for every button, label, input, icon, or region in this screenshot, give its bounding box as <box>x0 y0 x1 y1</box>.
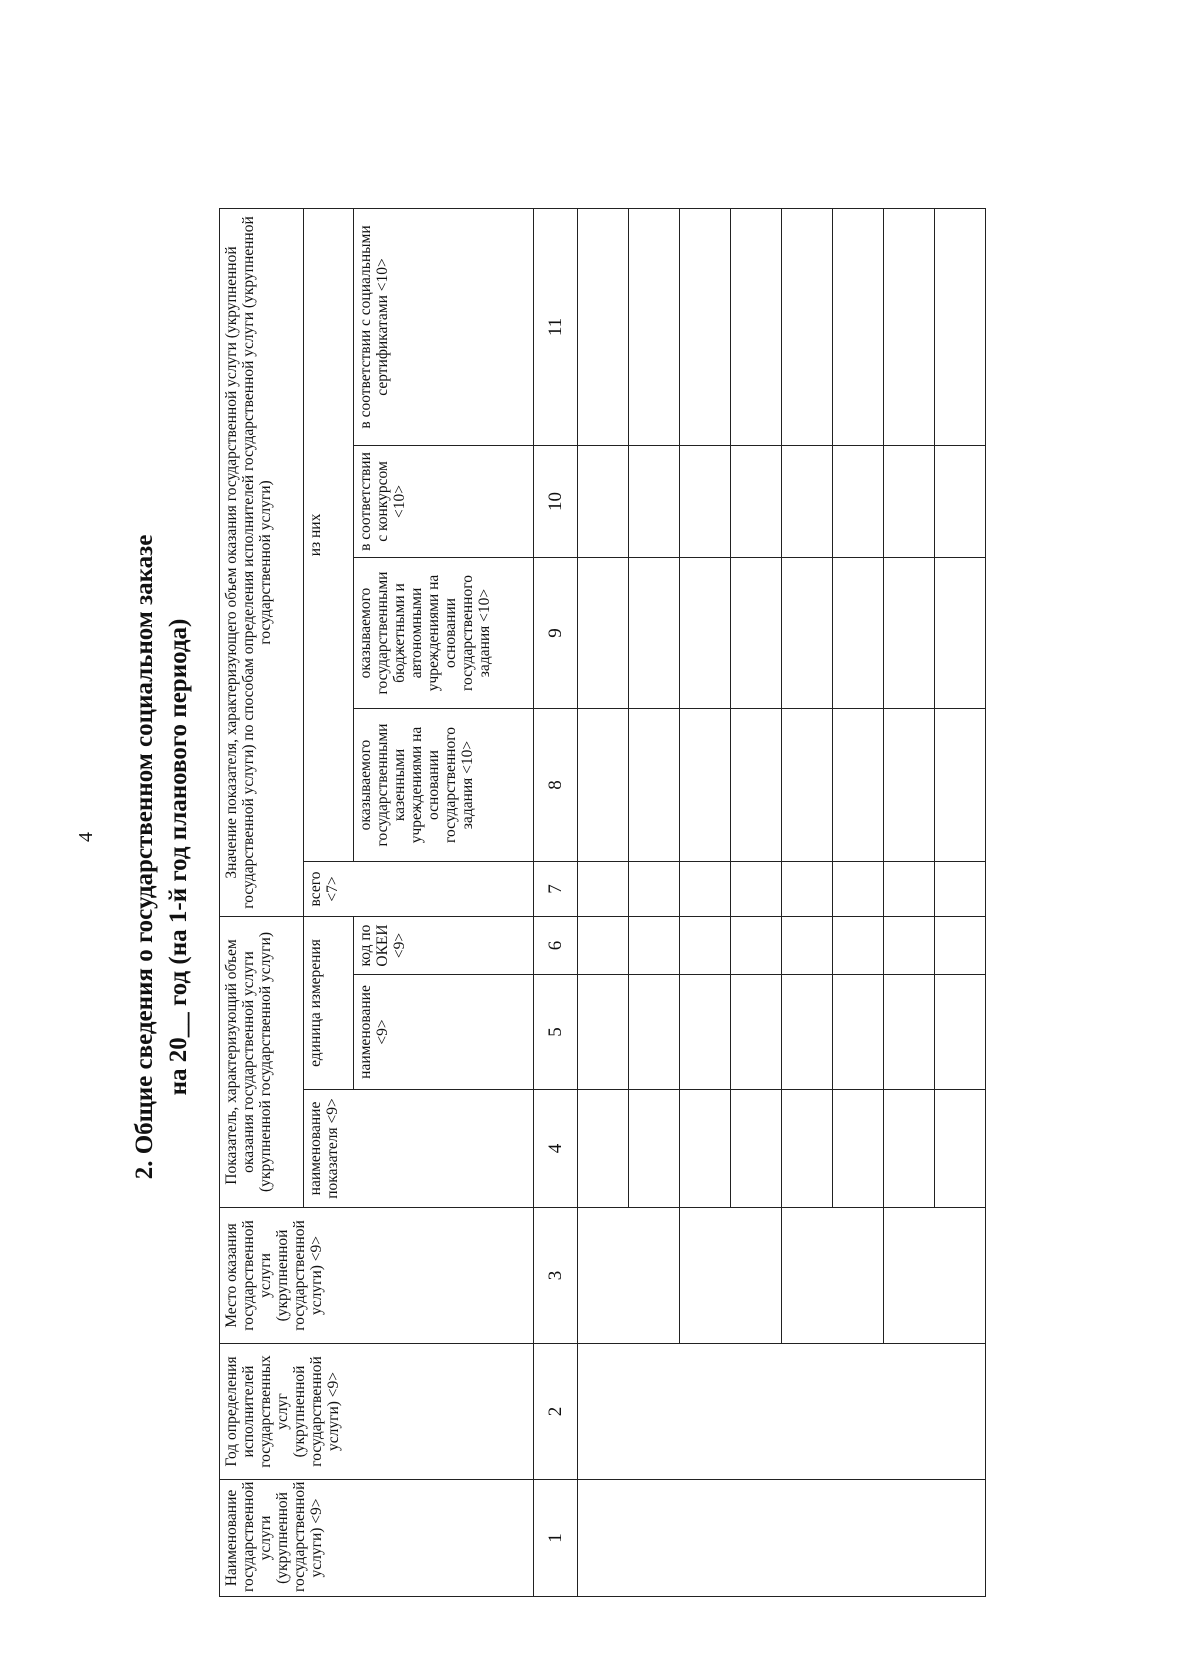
header-certificates: в соответствии с социальными сертификатами <10> <box>354 208 534 445</box>
column-numbers-row <box>534 208 578 1596</box>
cell <box>731 558 782 709</box>
column-number: 9 <box>534 558 578 709</box>
header-contest: в соответствии с конкурсом <10> <box>354 446 534 558</box>
cell <box>629 975 680 1090</box>
cell <box>680 709 731 862</box>
cell <box>629 208 680 445</box>
column-number: 7 <box>534 862 578 917</box>
cell <box>578 709 629 862</box>
cell-indicator <box>629 1090 680 1208</box>
cell <box>680 208 731 445</box>
cell-indicator <box>935 1090 986 1208</box>
cell <box>629 917 680 975</box>
cell <box>629 446 680 558</box>
header-total: всего <7> <box>304 862 534 917</box>
header-budget: оказываемого государственными бюджетными и автономными учреждениями на основании государственного задания <10> <box>354 558 534 709</box>
cell <box>833 975 884 1090</box>
cell-year <box>578 1344 986 1480</box>
column-number: 4 <box>534 1090 578 1208</box>
column-number: 2 <box>534 1344 578 1480</box>
cell-place <box>884 1208 986 1344</box>
cell <box>935 446 986 558</box>
cell <box>578 558 629 709</box>
cell <box>782 208 833 445</box>
cell <box>935 208 986 445</box>
cell <box>935 709 986 862</box>
column-number: 8 <box>534 709 578 862</box>
header-value-group: Значение показателя, характеризующего объем оказания государственной услуги (укрупненной государственной услуги) по способам определения исполнителей государственной услуги (укрупненной государственной услуги) <box>220 208 304 916</box>
cell <box>680 975 731 1090</box>
header-place: Место оказания государственной услуги (укрупненной государственной услуги) <9> <box>220 1208 534 1344</box>
page-number: 4 <box>75 832 97 842</box>
cell <box>833 446 884 558</box>
header-of-them: из них <box>304 208 354 861</box>
cell-indicator <box>731 1090 782 1208</box>
cell-indicator <box>578 1090 629 1208</box>
cell <box>884 709 935 862</box>
column-number: 10 <box>534 446 578 558</box>
cell <box>629 558 680 709</box>
cell <box>782 446 833 558</box>
header-indicator-name: наименование показателя <9> <box>304 1090 534 1208</box>
cell <box>935 558 986 709</box>
cell <box>935 917 986 975</box>
column-number: 3 <box>534 1208 578 1344</box>
cell-indicator <box>782 1090 833 1208</box>
cell-indicator <box>884 1090 935 1208</box>
column-number: 5 <box>534 975 578 1090</box>
cell <box>782 709 833 862</box>
cell <box>731 917 782 975</box>
cell <box>578 862 629 917</box>
column-number: 6 <box>534 917 578 975</box>
cell <box>782 862 833 917</box>
header-year: Год определения исполнителей государственных услуг (укрупненной государственной услуги) <9> <box>220 1344 534 1480</box>
header-unit-name: наименование <9> <box>354 975 534 1090</box>
cell <box>731 208 782 445</box>
column-number: 11 <box>534 208 578 445</box>
cell <box>884 208 935 445</box>
cell <box>731 446 782 558</box>
cell <box>629 709 680 862</box>
cell <box>731 975 782 1090</box>
cell <box>782 558 833 709</box>
cell <box>884 975 935 1090</box>
header-kazennye: оказываемого государственными казенными учреждениями на основании государственного задания <10> <box>354 709 534 862</box>
cell <box>578 208 629 445</box>
cell <box>935 862 986 917</box>
rotated-page <box>0 77 1120 1637</box>
cell <box>578 446 629 558</box>
cell <box>731 862 782 917</box>
header-indicator-group: Показатель, характеризующий объем оказания государственной услуги (укрупненной государственной услуги) <box>220 917 304 1208</box>
social-order-table <box>219 208 986 1597</box>
cell-indicator <box>833 1090 884 1208</box>
cell-service-name <box>578 1480 986 1597</box>
cell <box>833 709 884 862</box>
cell <box>578 917 629 975</box>
cell <box>680 446 731 558</box>
cell <box>833 917 884 975</box>
section-subtitle: на 20__ год (на 1-й год планового периода) <box>165 618 192 1096</box>
cell <box>680 558 731 709</box>
cell <box>629 862 680 917</box>
column-number: 1 <box>534 1480 578 1597</box>
cell <box>833 208 884 445</box>
header-unit: единица измерения <box>304 917 354 1090</box>
table-row <box>578 208 629 1596</box>
cell <box>833 862 884 917</box>
section-title: 2. Общие сведения о государственном социальном заказе <box>131 534 158 1180</box>
cell <box>935 975 986 1090</box>
cell <box>782 917 833 975</box>
cell <box>578 975 629 1090</box>
cell-place <box>578 1208 680 1344</box>
cell <box>884 862 935 917</box>
cell <box>680 917 731 975</box>
cell <box>731 709 782 862</box>
cell <box>884 558 935 709</box>
header-okei: код по ОКЕИ <9> <box>354 917 534 975</box>
header-service-name: Наименование государственной услуги (укрупненной государственной услуги) <9> <box>220 1480 534 1597</box>
cell-place <box>782 1208 884 1344</box>
cell <box>782 975 833 1090</box>
cell <box>884 446 935 558</box>
cell <box>680 862 731 917</box>
cell-indicator <box>680 1090 731 1208</box>
cell <box>833 558 884 709</box>
cell-place <box>680 1208 782 1344</box>
cell <box>884 917 935 975</box>
